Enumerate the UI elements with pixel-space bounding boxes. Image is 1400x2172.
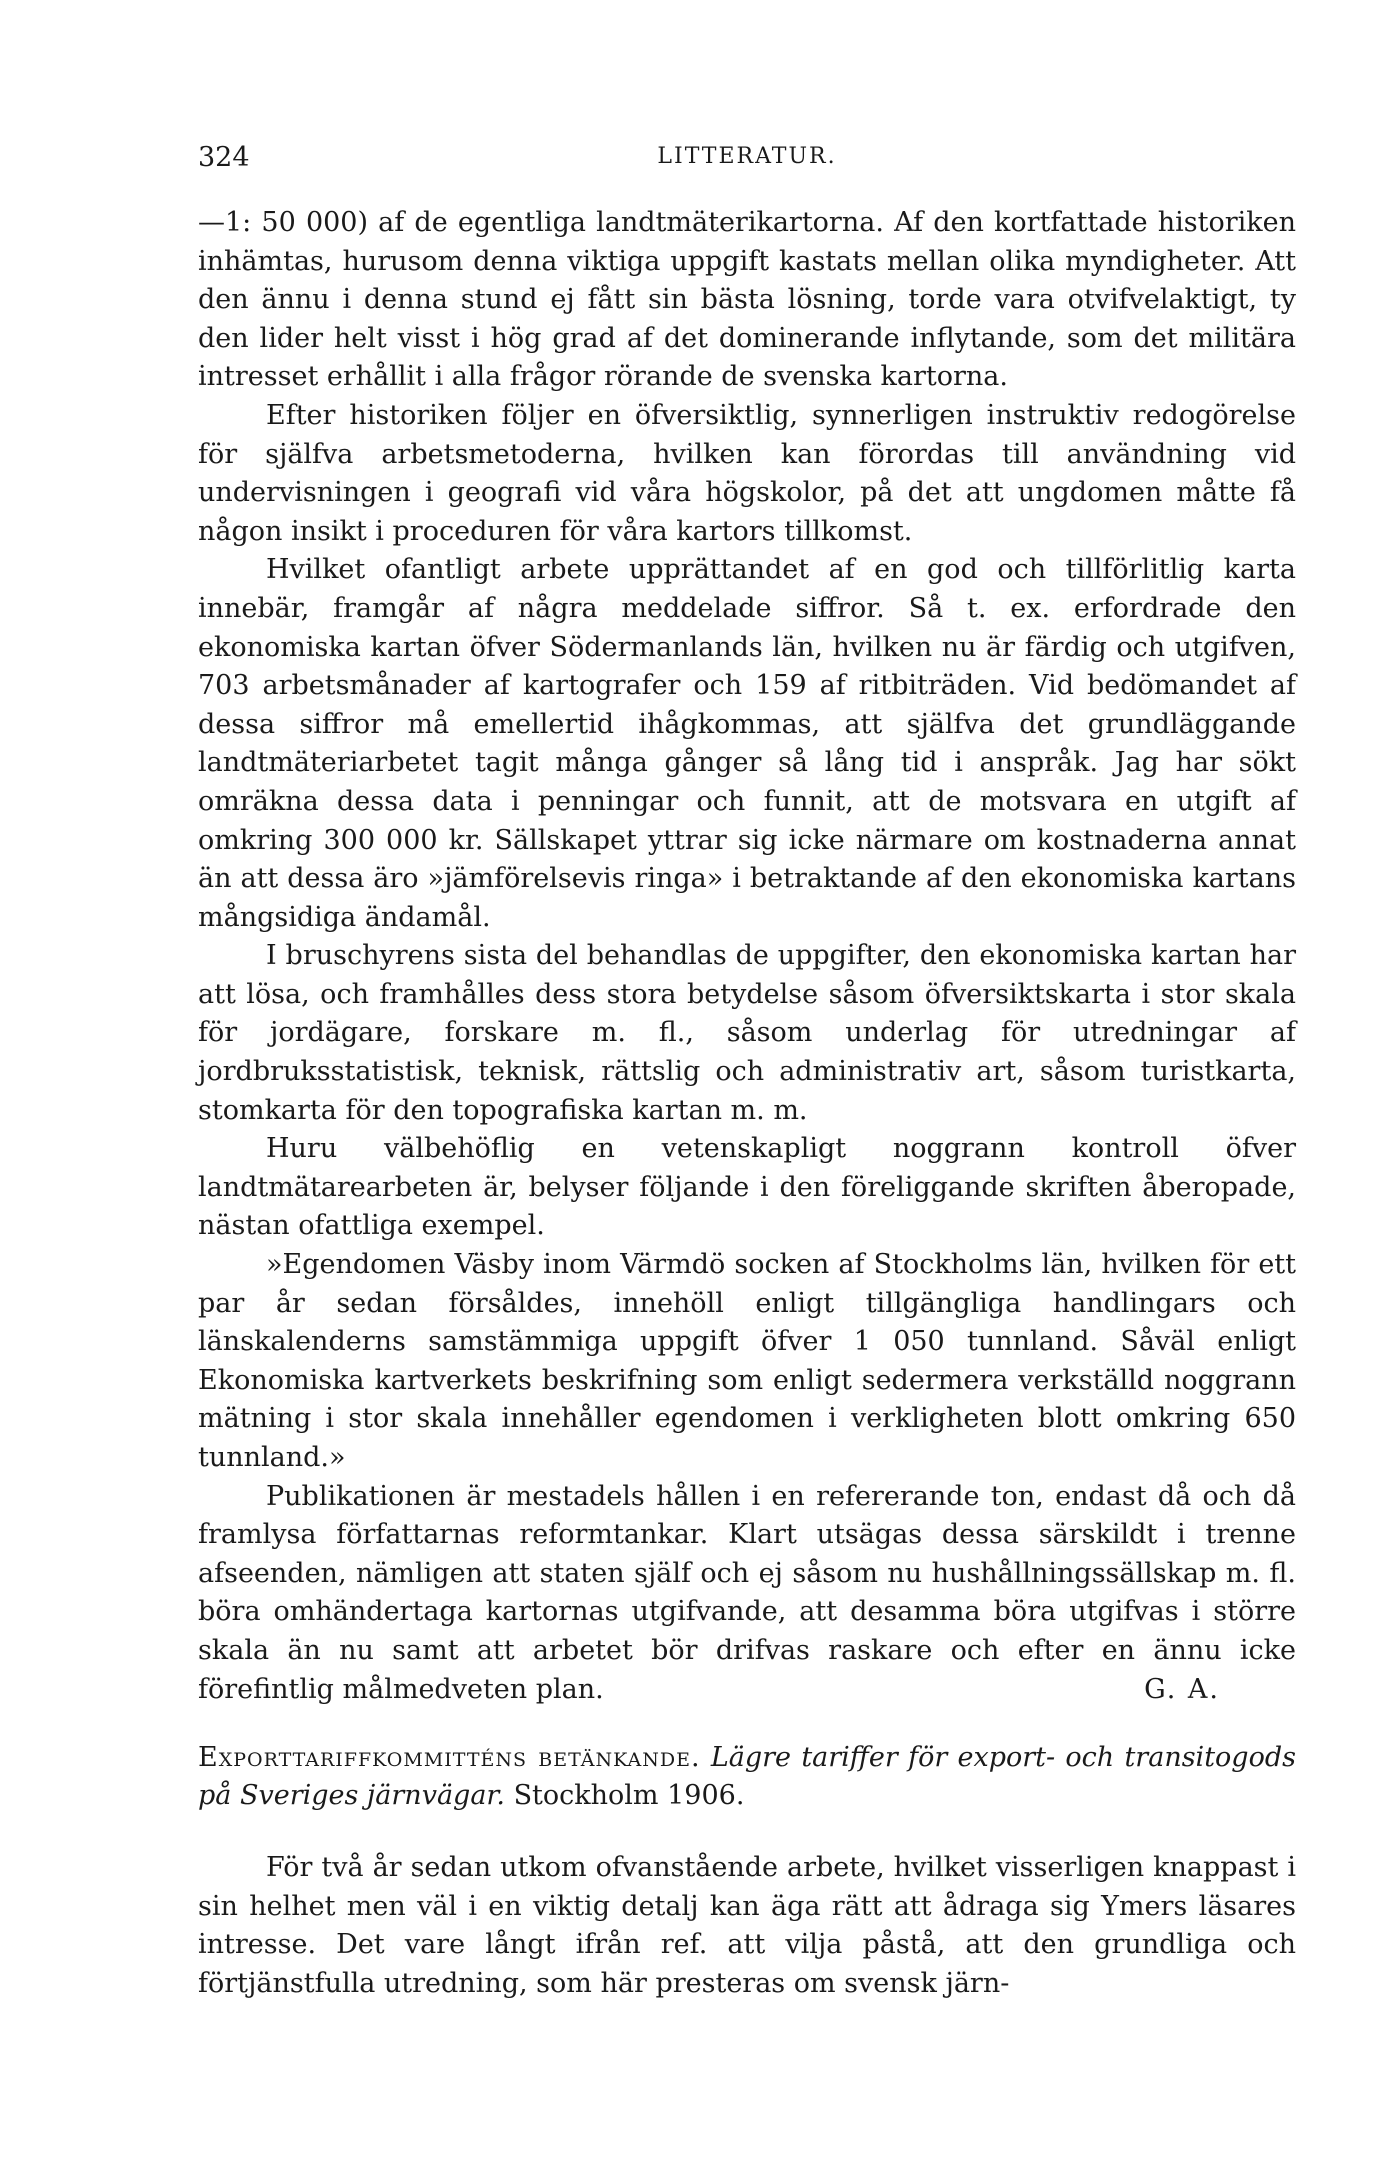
review-title: Exporttariffkommitténs betänkande.	[198, 1742, 701, 1774]
paragraph: I bruschyrens sista del behandlas de uppgifter, den ekonomiska kartan har att lösa, och framhålles dess stora betydelse såsom öfversiktskarta i stor skala för jordägare, forskare m. fl., såsom underlag för utredningar af jordbruksstatistisk, teknisk, rättslig och administrativ art, såsom turistkarta, stomkarta för den topografiska kartan m. m.	[198, 940, 1296, 1126]
paragraph: Efter historiken följer en öfversiktlig, synnerligen instruktiv redogörelse för själfva arbetsmetoderna, hvilken kan förordas till användning vid undervisningen i geografi vid våra högskolor, på det att ungdomen måtte få någon insikt i proceduren för våra kartors tillkomst.	[198, 399, 1296, 547]
paragraph: —1: 50 000) af de egentliga landtmäterikartorna. Af den kortfattade historiken inhämtas, hurusom denna viktiga uppgift kastats mellan olika myndigheter. Att den ännu i denna stund ej fått sin bästa lösning, torde vara otvifvelaktigt, ty den lider helt visst i hög grad af det dominerande inflytande, som det militära intresset erhållit i alla frågor rörande de svenska kartorna.	[198, 207, 1296, 393]
paragraph: »Egendomen Väsby inom Värmdö socken af Stockholms län, hvilken för ett par år sedan försåldes, innehöll enligt tillgängliga handlingars och länskalenderns samstämmiga uppgift öfver 1 050 tunnland. Såväl enligt Ekonomiska kartverkets beskrifning som enligt sedermera verkställd noggrann mätning i stor skala innehåller egendomen i verkligheten blott omkring 650 tunnland.»	[198, 1249, 1296, 1473]
paragraph: Publikationen är mestadels hållen i en refererande ton, endast då och då framlysa författarnas reformtankar. Klart utsägas dessa särskildt i trenne afseenden, nämligen att staten själf och ej såsom nu hushållningssällskap m. fl. böra omhändertaga kartornas utgifvande, att desamma böra utgifvas i större skala än nu samt att arbetet bör drifvas raskare och efter en ännu icke förefintlig målmedveten plan.	[198, 1480, 1296, 1705]
review-body: För två år sedan utkom ofvanstående arbete, hvilket visserligen knappast i sin helhet men väl i en viktig detalj kan äga rätt att ådraga sig Ymers läsares intresse. Det vare långt ifrån ref. att vilja påstå, att den grundliga och förtjänstfulla utredning, som här presteras om svensk järn-	[198, 1852, 1296, 1999]
review-heading	[198, 1739, 1296, 1815]
page-number: 324	[198, 142, 250, 173]
review-publication-place: Stockholm 1906.	[513, 1780, 745, 1812]
author-signature: G. A.	[1144, 1673, 1220, 1705]
paragraph: Hvilket ofantligt arbete upprättandet af en god och tillförlitlig karta innebär, framgår af några meddelade siffror. Så t. ex. erfordrade den ekonomiska kartan öfver Södermanlands län, hvilken nu är färdig och utgifven, 703 arbetsmånader af kartografer och 159 af ritbiträden. Vid bedömandet af dessa siffror må emellertid ihågkommas, att själfva det grundläggande landtmäteriarbetet tagit många gånger så lång tid i anspråk. Jag har sökt omräkna dessa data i penningar och funnit, att de motsvara en utgift af omkring 300 000 kr. Sällskapet yttrar sig icke närmare om kostnaderna annat än att dessa äro »jämförelsevis ringa» i betraktande af den ekonomiska kartans mångsidiga ändamål.	[198, 554, 1296, 933]
paragraph: Huru välbehöflig en vetenskapligt noggrann kontroll öfver landtmätarearbeten är, belyser följande i den föreliggande skriften åberopade, nästan ofattliga exempel.	[198, 1133, 1296, 1242]
article-body	[198, 204, 1296, 1709]
running-head	[198, 142, 1296, 182]
running-title: LITTERATUR.	[657, 144, 837, 169]
page	[198, 142, 1296, 2004]
review-subtitle: Lägre tariffer för export- och transitogods på Sveriges järnvägar.	[198, 1742, 1296, 1812]
